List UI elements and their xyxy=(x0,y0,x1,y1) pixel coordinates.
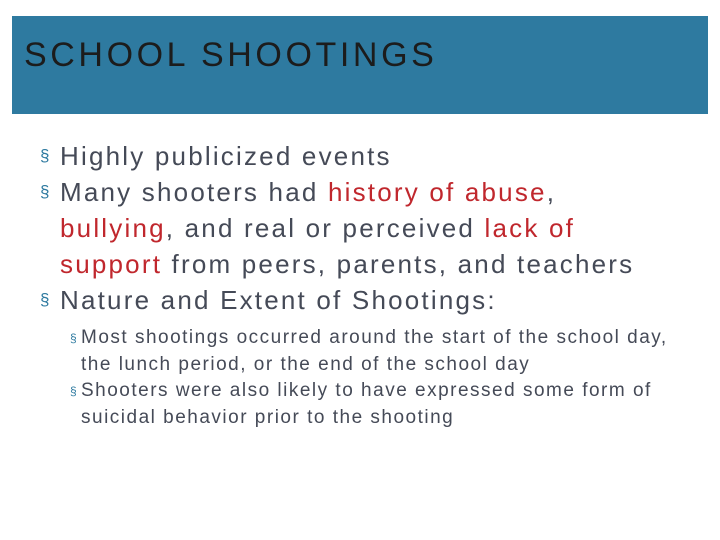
bullet-text: , xyxy=(546,177,557,207)
bullet-nature-and-extent xyxy=(40,282,680,318)
slide-content xyxy=(40,138,680,431)
bullet-text: Many shooters had xyxy=(60,177,328,207)
bullet-marker-icon: § xyxy=(40,146,52,165)
highlight-bullying: bullying xyxy=(60,213,166,243)
slide-title: SCHOOL SHOOTINGS xyxy=(24,36,438,74)
bullet-text: from peers, parents, and teachers xyxy=(162,249,635,279)
bullet-many-shooters xyxy=(40,174,680,282)
bullet-highly-publicized xyxy=(40,138,680,174)
sub-bullet-text: Most shootings occurred around the start of the school day, the lunch period, or the end of the school day xyxy=(81,327,668,375)
sub-bullet-timing xyxy=(40,325,680,378)
sub-bullet-text: Shooters were also likely to have expressed some form of suicidal behavior prior to the shooting xyxy=(81,380,652,428)
sub-bullet-marker-icon: § xyxy=(70,384,79,398)
highlight-lack-of-support: lack of support xyxy=(60,213,576,279)
bullet-text: , and real or perceived xyxy=(165,213,485,243)
bullet-marker-icon: § xyxy=(40,290,52,309)
sub-bullet-suicidal-behavior xyxy=(40,378,680,431)
sub-bullet-marker-icon: § xyxy=(70,331,79,345)
highlight-history-of-abuse: history of abuse xyxy=(327,177,547,207)
bullet-text: Highly publicized events xyxy=(60,141,392,171)
bullet-marker-icon: § xyxy=(40,182,52,201)
bullet-text: Nature and Extent of Shootings: xyxy=(60,285,497,315)
